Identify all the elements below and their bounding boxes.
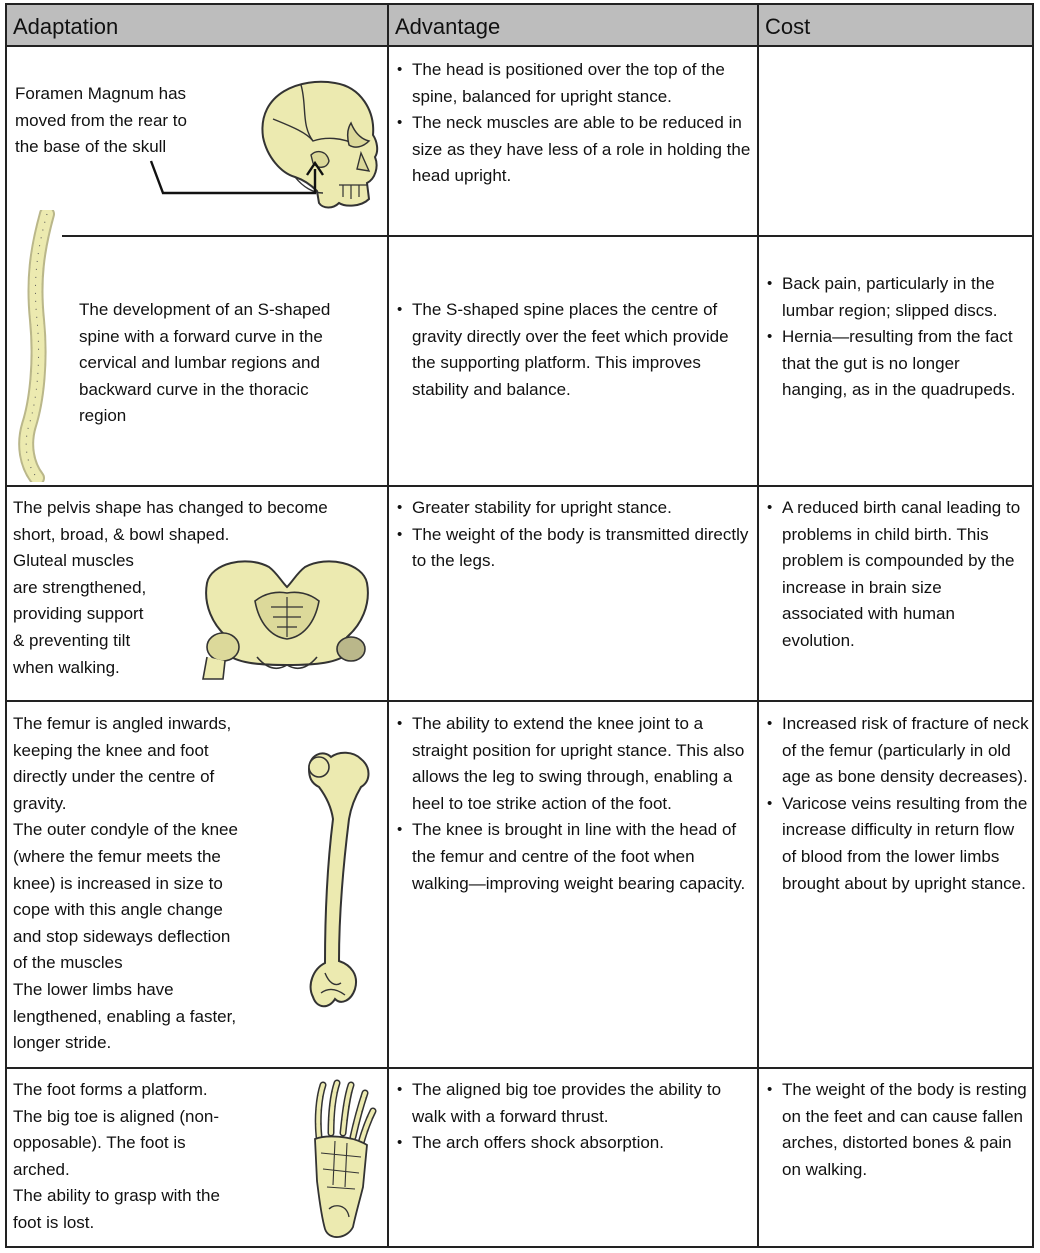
bullet-item: • The S-shaped spine places the centre of gravity directly over the feet which provide the supporting platform. This improves stability and balance. xyxy=(395,297,755,403)
row-divider xyxy=(62,235,1032,237)
text-line: The pelvis shape has changed to become xyxy=(13,498,328,517)
text-line: The big toe is aligned (non- xyxy=(13,1106,220,1126)
row5-adaptation xyxy=(13,1077,303,1237)
text-line: and stop sideways deflection xyxy=(13,926,231,946)
row1-advantage xyxy=(395,57,755,190)
row2-advantage xyxy=(395,297,755,403)
bullet-list xyxy=(395,495,755,575)
text-line: cope with this angle change xyxy=(13,900,223,920)
text-line: spine with a forward curve in the xyxy=(79,326,323,346)
header-cost xyxy=(759,5,1032,47)
bullet-item: • Hernia—resulting from the fact that the gut is no longer hanging, as in the quadrupeds. xyxy=(765,324,1027,404)
row4-advantage xyxy=(395,711,755,897)
text-line: The ability to grasp with the xyxy=(13,1186,220,1206)
text-line: Foramen Magnum has xyxy=(15,84,187,103)
foot-icon xyxy=(307,1077,377,1243)
text-line: Gluteal muscles xyxy=(13,551,134,571)
text-line: short, broad, & bowl shaped. xyxy=(13,524,230,544)
text-line: (where the femur meets the xyxy=(13,846,221,866)
bullet-item: • The head is positioned over the top of the spine, balanced for upright stance. xyxy=(395,57,755,110)
text-line: knee) is increased in size to xyxy=(13,873,223,893)
text-line: when walking. xyxy=(13,657,120,677)
text-line: foot is lost. xyxy=(13,1212,95,1232)
text-line: moved from the rear to xyxy=(15,110,187,130)
text-line: The outer condyle of the knee xyxy=(13,820,238,840)
header-advantage xyxy=(389,5,759,47)
header-adaptation xyxy=(7,5,389,47)
text-line: of the muscles xyxy=(13,953,123,973)
column-divider xyxy=(757,5,759,1246)
text-line: the base of the skull xyxy=(15,137,167,157)
text-line: & preventing tilt xyxy=(13,630,131,650)
spine-icon xyxy=(7,210,57,482)
bullet-list xyxy=(765,271,1027,404)
bullet-item: • The arch offers shock absorption. xyxy=(395,1130,755,1157)
row3-cost xyxy=(765,495,1027,655)
row1-adaptation xyxy=(15,81,245,161)
bullet-list xyxy=(765,711,1029,897)
pointer-arrow-icon xyxy=(147,155,327,203)
adaptation-table xyxy=(5,3,1034,1248)
row3-advantage xyxy=(395,495,755,575)
row-divider xyxy=(7,485,1032,487)
row-divider xyxy=(7,700,1032,702)
row-divider xyxy=(7,1067,1032,1069)
text-line: region xyxy=(79,406,127,426)
pelvis-icon xyxy=(197,553,377,685)
bullet-item: • The weight of the body is resting on the feet and can cause fallen arches, distorted bones & pain on walking. xyxy=(765,1077,1027,1183)
text-line: longer stride. xyxy=(13,1033,112,1053)
bullet-item: • The weight of the body is transmitted directly to the legs. xyxy=(395,522,755,575)
text-line: backward curve in the thoracic xyxy=(79,379,309,399)
text-line: lengthened, enabling a faster, xyxy=(13,1006,237,1026)
bullet-item: • A reduced birth canal leading to problems in child birth. This problem is compounded by the increase in brain size associated with human evolution. xyxy=(765,495,1027,655)
text-line: The development of an S-shaped xyxy=(79,300,331,319)
row5-advantage xyxy=(395,1077,755,1157)
femur-icon xyxy=(305,747,385,1013)
header-adaptation-label: Adaptation xyxy=(13,14,119,39)
bullet-item: • Back pain, particularly in the lumbar region; slipped discs. xyxy=(765,271,1027,324)
bullet-list xyxy=(765,495,1027,655)
text-line: The lower limbs have xyxy=(13,979,174,999)
text-line: are strengthened, xyxy=(13,577,147,597)
row4-adaptation xyxy=(13,711,313,1057)
bullet-item: • The neck muscles are able to be reduced in size as they have less of a role in holding the head upright. xyxy=(395,110,755,190)
text-line: cervical and lumbar regions and xyxy=(79,353,320,373)
bullet-item: • Varicose veins resulting from the increase difficulty in return flow of blood from the lower limbs brought about by upright stance. xyxy=(765,791,1029,897)
text-line: directly under the centre of xyxy=(13,767,215,787)
bullet-list xyxy=(395,57,755,190)
bullet-item: • Greater stability for upright stance. xyxy=(395,495,755,522)
text-line: The femur is angled inwards, xyxy=(13,714,232,733)
bullet-list xyxy=(765,1077,1027,1183)
bullet-item: • The knee is brought in line with the head of the femur and centre of the foot when walking—improving weight bearing capacity. xyxy=(395,817,755,897)
row5-cost xyxy=(765,1077,1027,1183)
text-line: providing support xyxy=(13,604,144,624)
text-line: opposable). The foot is xyxy=(13,1133,186,1153)
text-line: keeping the knee and foot xyxy=(13,740,209,760)
row2-cost xyxy=(765,271,1027,404)
bullet-item: • Increased risk of fracture of neck of the femur (particularly in old age as bone density decreases). xyxy=(765,711,1029,791)
text-line: The foot forms a platform. xyxy=(13,1080,208,1099)
row2-adaptation xyxy=(79,297,384,430)
row4-cost xyxy=(765,711,1029,897)
column-divider xyxy=(387,5,389,1246)
bullet-list xyxy=(395,1077,755,1157)
text-line: arched. xyxy=(13,1159,70,1179)
bullet-list xyxy=(395,297,755,403)
bullet-item: • The ability to extend the knee joint to a straight position for upright stance. This also allows the leg to swing through, enabling a heel to toe strike action of the foot. xyxy=(395,711,755,817)
bullet-item: • The aligned big toe provides the ability to walk with a forward thrust. xyxy=(395,1077,755,1130)
text-line: gravity. xyxy=(13,793,67,813)
header-advantage-label: Advantage xyxy=(395,14,501,39)
header-cost-label: Cost xyxy=(765,14,811,39)
bullet-list xyxy=(395,711,755,897)
